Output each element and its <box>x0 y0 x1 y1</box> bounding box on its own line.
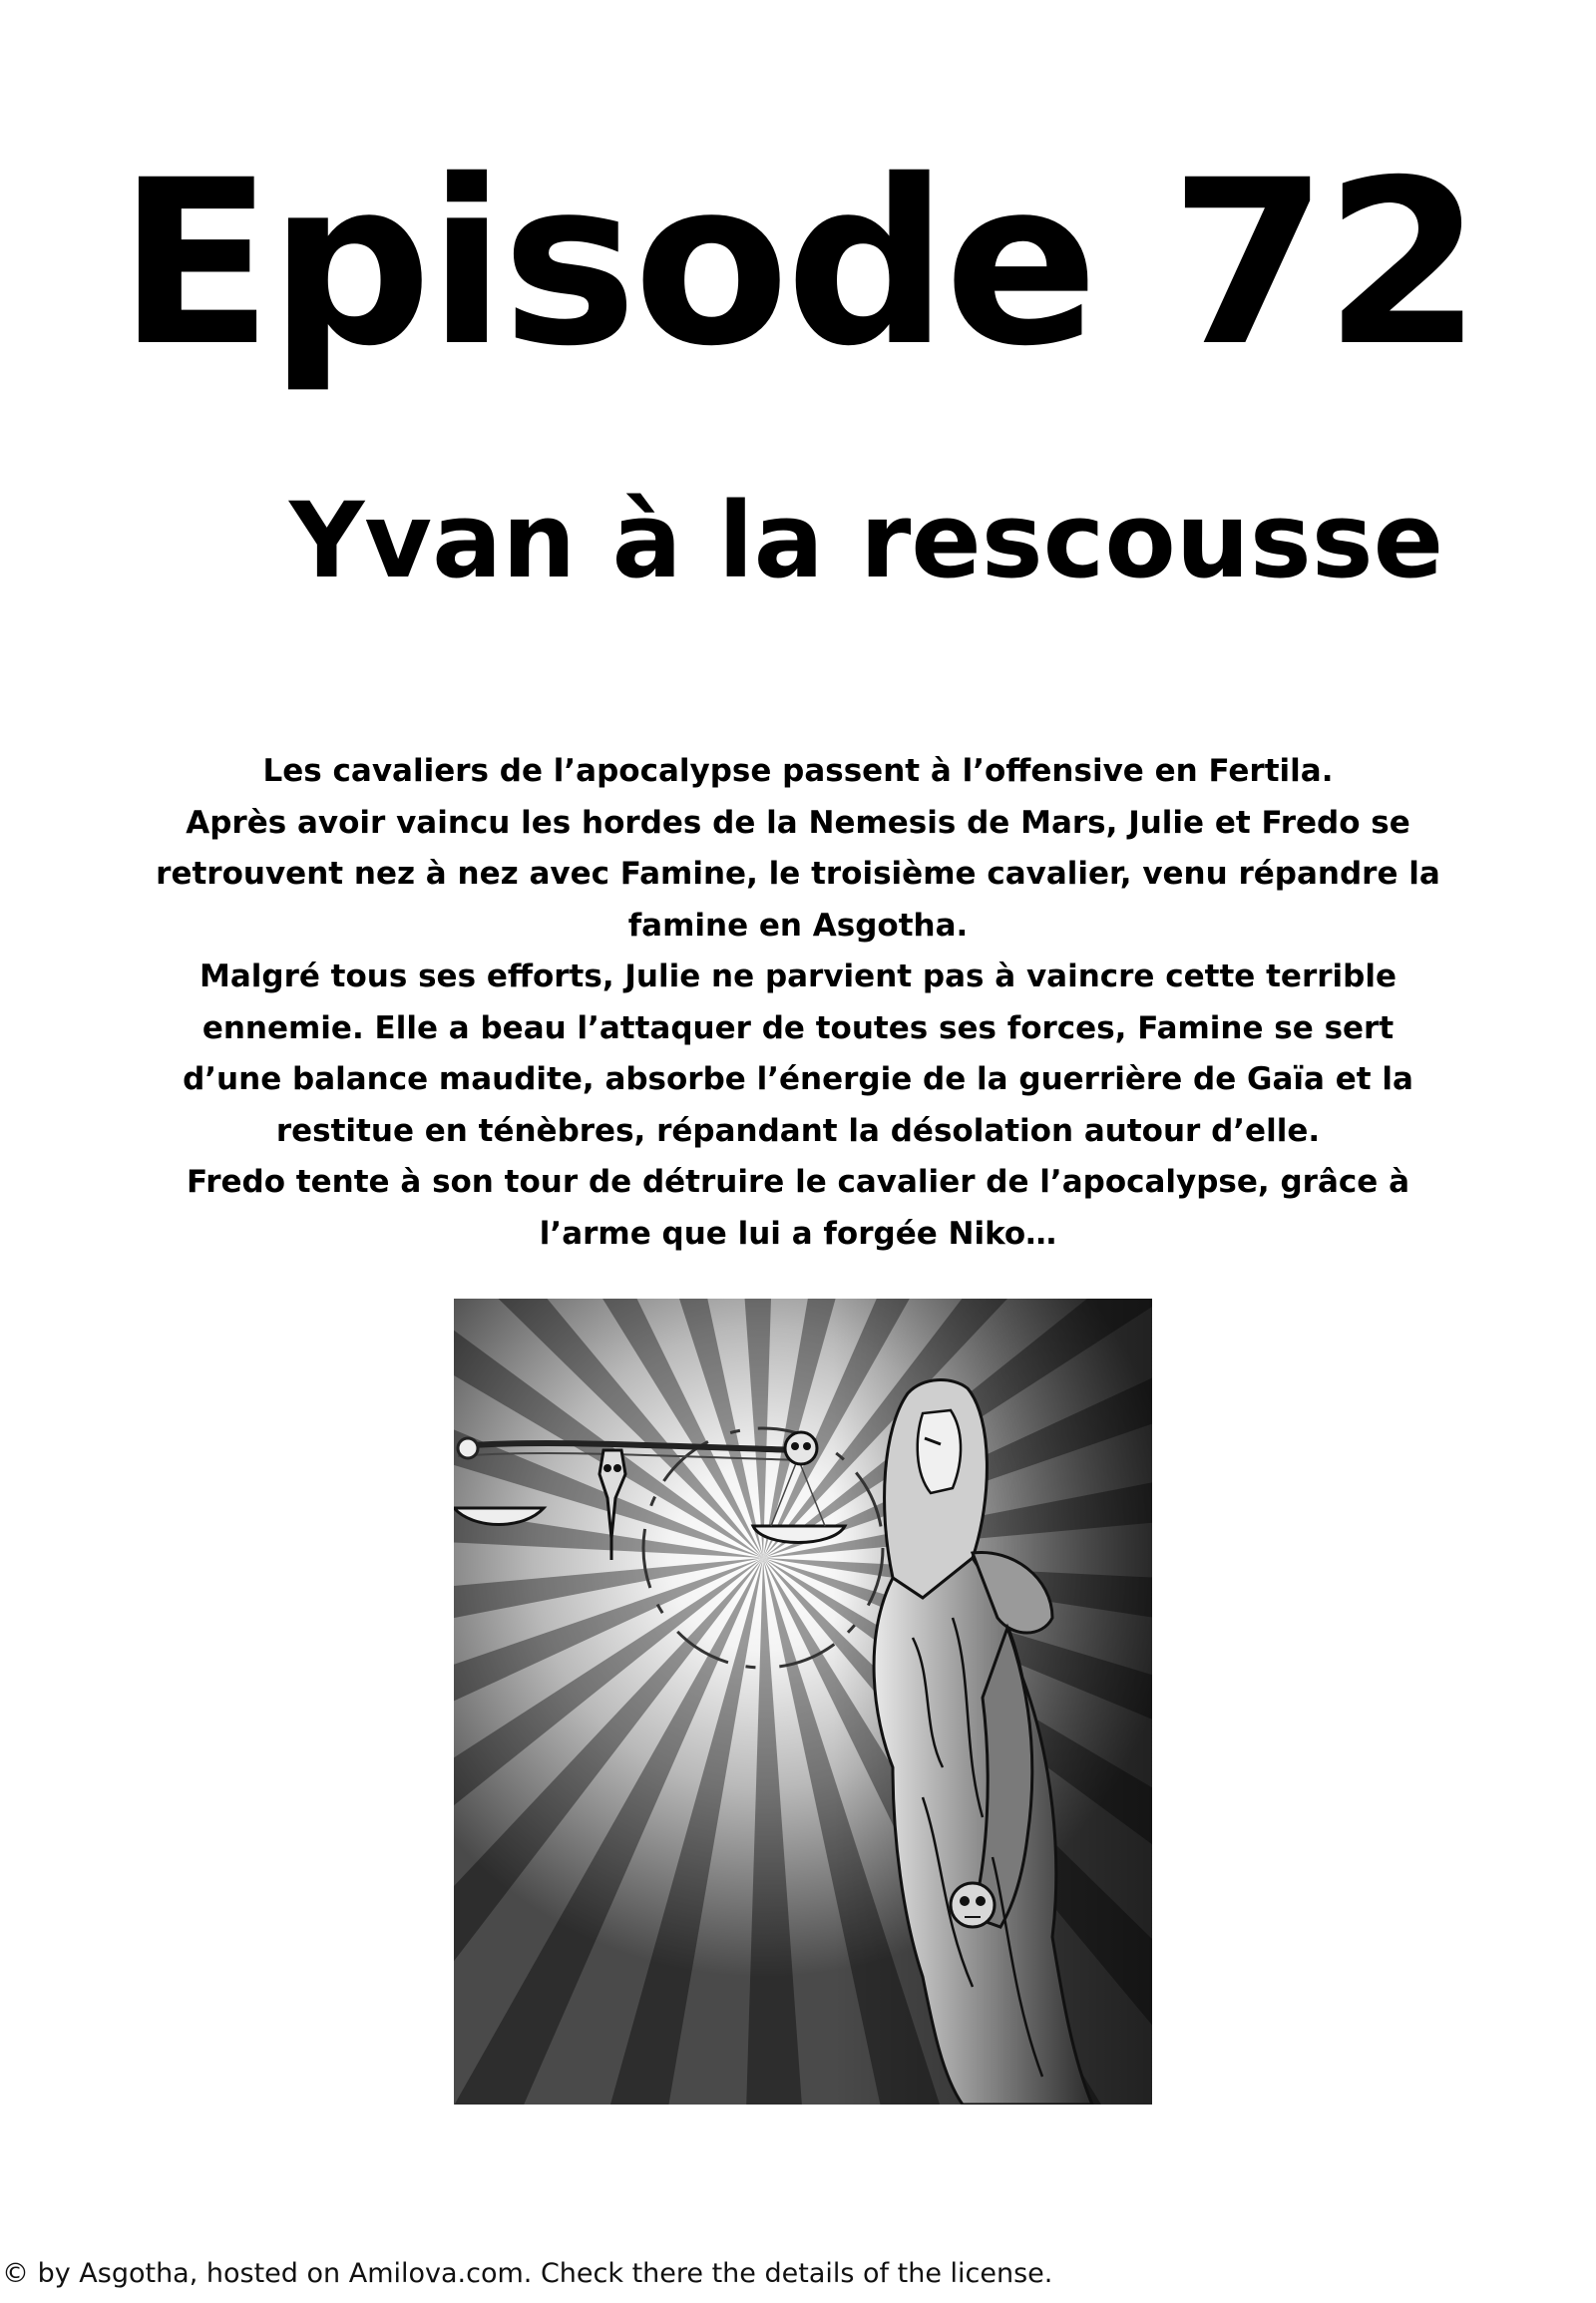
synopsis-paragraph: Fredo tente à son tour de détruire le cavalier de l’apocalypse, grâce à l’arme que lui a forgée Niko… <box>187 1164 1409 1252</box>
synopsis-paragraph: Malgré tous ses efforts, Julie ne parvient pas à vaincre cette terrible ennemie. Elle a beau l’attaquer de toutes ses forces, Famine se sert d’une balance maudite, absorbe l’énergie de la guerrière de Gaïa et la restitue en ténèbres, répandant la désolation autour d’elle. <box>183 959 1413 1149</box>
famine-illustration-icon <box>454 1299 1152 2105</box>
synopsis-paragraph: Après avoir vaincu les hordes de la Nemesis de Mars, Julie et Fredo se retrouvent nez à nez avec Famine, le troisième cavalier, venu répandre la famine en Asgotha. <box>156 804 1440 944</box>
license-footer: © by Asgotha, hosted on Amilova.com. Check there the details of the license. <box>2 2258 1053 2289</box>
synopsis <box>150 746 1446 1260</box>
episode-subtitle: Yvan à la rescousse <box>289 480 1444 601</box>
synopsis-paragraph: Les cavaliers de l’apocalypse passent à l’offensive en Fertila. <box>262 753 1334 789</box>
episode-title: Episode 72 <box>118 131 1478 396</box>
